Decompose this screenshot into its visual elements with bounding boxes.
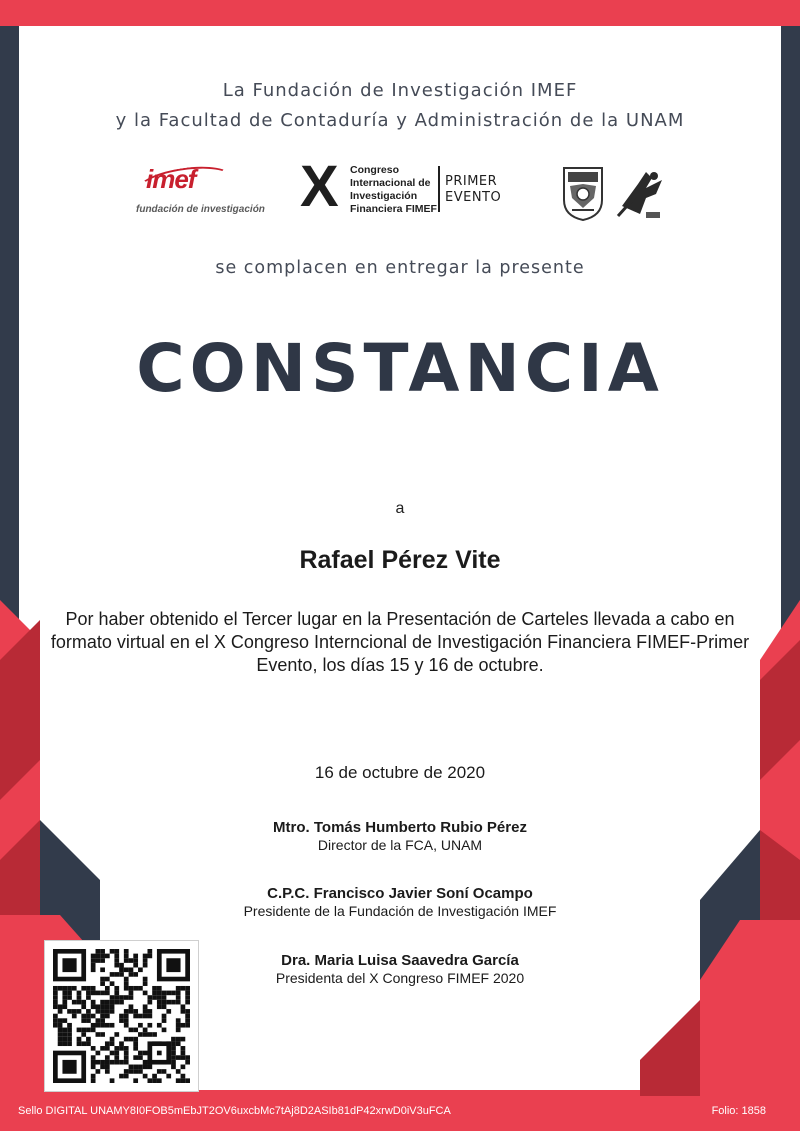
verification-qr-frame — [44, 940, 199, 1092]
fca-eagle-icon — [616, 166, 668, 222]
congreso-line: Financiera FIMEF — [350, 203, 437, 215]
unam-crest-icon — [558, 164, 608, 222]
primer-line: PRIMER — [445, 174, 498, 189]
evento-line: EVENTO — [445, 190, 502, 205]
primer-evento-label — [445, 174, 501, 206]
imef-logo — [130, 162, 265, 224]
signatory-name: Dra. Maria Luisa Saavedra García — [281, 952, 519, 969]
signatory-role: Presidente de la Fundación de Investigación IMEF — [243, 903, 557, 919]
recipient-name: Rafael Pérez Vite — [299, 546, 501, 574]
issue-date: 16 de octubre de 2020 — [314, 763, 486, 782]
congreso-line: Internacional de — [350, 177, 431, 189]
header-line-2: y la Facultad de Contaduría y Administración de la UNAM — [115, 110, 685, 131]
unam-fca-logos — [558, 164, 668, 222]
signatory-name: C.P.C. Francisco Javier Soní Ocampo — [267, 885, 533, 902]
imef-logo-word: imef — [146, 164, 196, 194]
presentation-subtitle: se complacen en entregar la presente — [215, 258, 585, 278]
congreso-divider — [438, 166, 440, 212]
congreso-name — [350, 164, 437, 216]
imef-logo-subtitle: fundación de investigación — [136, 204, 265, 215]
signatory-name: Mtro. Tomás Humberto Rubio Pérez — [273, 819, 527, 836]
certificate-title: CONSTANCIA — [136, 330, 664, 407]
signatory-role: Presidenta del X Congreso FIMEF 2020 — [275, 970, 525, 986]
congreso-line: Investigación — [350, 190, 418, 202]
signatory-block — [0, 819, 800, 854]
header-line-1: La Fundación de Investigación IMEF — [222, 80, 578, 101]
signatory-role: Director de la FCA, UNAM — [317, 837, 483, 853]
digital-seal: Sello DIGITAL UNAMY8I0FOB5mEbJT2OV6uxcbMc7tAj8D2ASIb81dP42xrwD0iV3uFCA — [18, 1105, 451, 1117]
certificate-body: Por haber obtenido el Tercer lugar en la Presentación de Carteles llevada a cabo en formato virtual en el X Congreso Interncional de Investigación Financiera FIMEF-Primer Evento, los días 15 y 16 de octubre. — [50, 609, 750, 675]
folio-number: Folio: 1858 — [711, 1105, 766, 1117]
congreso-line: Congreso — [350, 164, 400, 176]
signatory-block — [0, 885, 800, 920]
recipient-preposition: a — [395, 500, 405, 517]
congreso-numeral: X — [300, 154, 339, 219]
qr-code-icon — [53, 949, 190, 1083]
congreso-logo — [298, 154, 508, 222]
